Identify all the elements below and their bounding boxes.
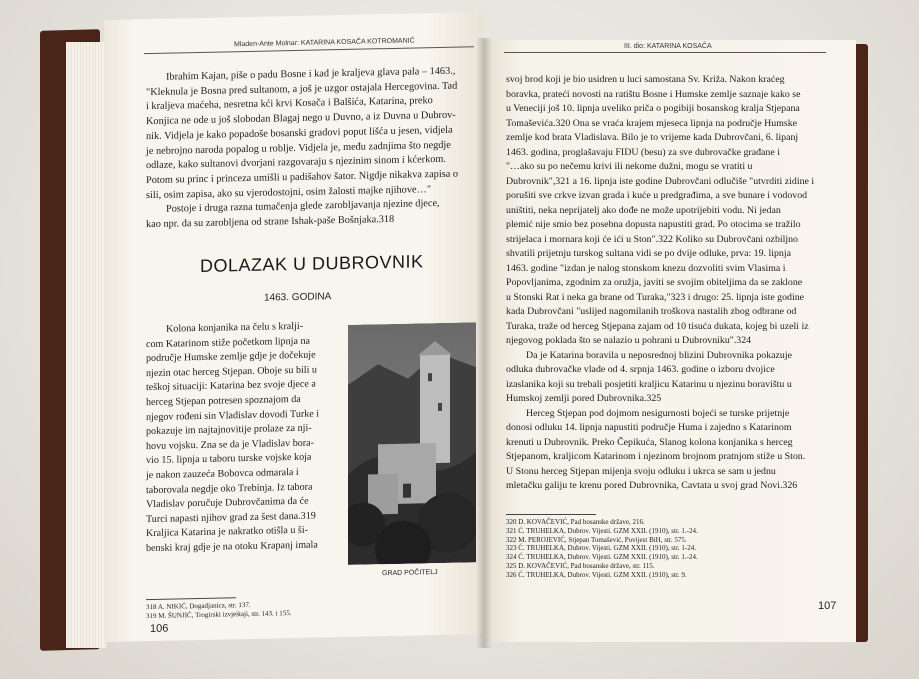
text-line: njegovog poklada što se nalazio u pohrani u Dubrovniku".324 — [506, 335, 752, 346]
text-line: Kolona konjanika na čelu s kralji- — [166, 320, 304, 335]
text-line: Vladislav poručuje Dubrovčanima da će — [146, 495, 309, 511]
text-line: odlaze, kako sultanovi dvorjani razgovaraju s njezinim sinom i kćerkom. — [146, 154, 446, 172]
text-line: pokazuje im najtajnovitije prolaze za nji- — [146, 422, 312, 438]
text-line: donosi odluku 14. lipnja napustiti područje Huma i zajedno s Katarinom — [506, 422, 792, 433]
left-header-rule — [144, 46, 474, 54]
text-line: mletačku galiju te krenu pored Dubrovnika, Cavtata u svoj grad Novi.326 — [506, 480, 798, 491]
right-page-header: III. dio: KATARINA KOSAČA — [624, 43, 712, 50]
footnote: 325 D. KOVAČEVIĆ, Pad bosanske države, str. 115. — [506, 561, 655, 570]
text-line: Dubrovnik",321 a 16. lipnja iste godine Dubrovčani odlučiše "utvrditi zidine i — [506, 175, 815, 187]
text-line: krenuti u Dubrovnik. Preko Čepikuća, Slanog kolona konjanika s herceg — [506, 436, 793, 448]
text-line: kada Dubrovčani "uslijed nagomilanih troškova nastalih zbog odbrane od — [506, 306, 797, 317]
footnote-rule-left — [146, 597, 236, 600]
right-header-rule — [504, 52, 826, 53]
text-line: 1463. godina, proglašavaju FIDU (besu) za sve dubrovačke građane i — [506, 146, 780, 158]
page-edges — [66, 42, 106, 648]
chapter-subheading: 1463. GODINA — [264, 291, 332, 304]
footnote: 321 Ć. TRUHELKA, Dubrov. Vijesti. GZM XXII. (1910), str. 1.-24. — [506, 526, 698, 535]
text-line: u Veneciji još 10. lipnja uveliko priča o pogibiji bosanskog kralja Stjepana — [506, 103, 800, 114]
text-line: odluka dubrovačke vlade od 4. srpnja 1463. godine o izboru dvojice — [506, 364, 775, 375]
page-number-right: 107 — [818, 600, 837, 612]
text-line: izaslanika koji su trebali posjetiti kraljicu Katarinu u njezinu boravištu u — [506, 378, 792, 390]
text-line: boravka, prateći novosti na ratištu Bosne i Humske zemlje saznaje kako se — [506, 88, 801, 100]
text-line: je nebrojno naroda popalog u roblje. Vidjela je, među zadnjima što negdje — [146, 139, 451, 157]
text-line: područje Humske zemlje gdje je dočekuje — [146, 349, 316, 365]
footnote: 322 M. PEROJEVIĆ, Stjepan Tomašević, Povijest BiH, str. 575. — [506, 535, 687, 544]
text-line: "Kleknula je Bosna pred sultanom, a još je uzgor ostajala Hercegovina. Tad — [146, 80, 458, 98]
footnotes-left — [146, 600, 291, 621]
text-line: kao npr. da su zarobljena od strane Ishak-paše Bošnjaka.318 — [146, 213, 395, 231]
text-line: porušiti sve crkve izvan grada i kuće u predgrađima, a sve bunare i vodovod — [506, 190, 808, 201]
page-number-left: 106 — [150, 622, 169, 636]
text-line: shvatili prijetnju turskog sultana vidi se po dvije odluke, prva: 19. lipnja — [506, 248, 791, 259]
text-line: "…ako su po nečemu krivi ili nekome dužni, mogu se vratiti u — [506, 161, 753, 172]
text-line: benski kraj gdje je na otoku Krapanj imala — [146, 539, 318, 555]
text-line: u Stonski Rat i neka ga brane od Turaka,"323 i drugo: 25. lipnja iste godine — [506, 291, 805, 303]
text-line: Ibrahim Kajan, piše o padu Bosne i kad je kraljeva glava pala – 1463., — [166, 65, 456, 83]
castle-photo-image — [348, 322, 476, 565]
text-line: i kraljeva maćeha, nesretna kći krvi Kosača i Balšića, Katarina, preko — [146, 95, 433, 113]
left-page-header: Mladen-Ante Molnar: KATARINA KOSAČA KOTROMANIĆ — [234, 37, 415, 49]
right-page — [484, 40, 856, 642]
text-line: njegov rođeni sin Vladislav dovodi Turke i — [146, 408, 320, 423]
text-line: Postoje i druga razna tumačenja glede zarobljavanja njezine djece, — [166, 198, 440, 216]
text-line: herceg Stjepan potresen spoznajom da — [146, 393, 301, 409]
chapter-heading: DOLAZAK U DUBROVNIK — [200, 251, 424, 276]
book-gutter-shadow — [476, 38, 492, 648]
text-line: U Stonu herceg Stjepan mijenja svoju odluku i ukrca se sam u jednu — [506, 465, 776, 477]
text-line: njezin otac herceg Stjepan. Oboje su bili u — [146, 364, 317, 379]
text-line: Tomaševića.320 Ona se vraća krajem mjeseca lipnja na područje Humske — [506, 117, 798, 129]
text-line: Humskoj zemlji pored Dubrovnika.325 — [506, 393, 662, 404]
text-line: zemlje kod brata Vladislava. Bilo je to vrijeme kada Dubrovčani, 6. lipanj — [506, 132, 799, 143]
body-text-right — [506, 73, 826, 494]
text-line: nik. Vidjela je kako popadoše bosanski gradovi poput lišća u jesen, vidjela — [146, 124, 453, 142]
intro-text — [146, 64, 476, 233]
footnote-rule-right — [506, 514, 596, 515]
photo-caption: GRAD POČITELJ — [382, 569, 438, 578]
text-line: vio 15. lipnja u taboru turske vojske koja — [146, 451, 312, 467]
footnote: 320 D. KOVAČEVIĆ, Pad bosanske države, 216. — [506, 518, 645, 526]
text-line: Da je Katarina boravila u neposrednoj blizini Dubrovnika pokazuje — [526, 349, 792, 361]
text-line: uništiti, neka neprijatelj ako dođe ne može upotrijebiti vodu. Ni jedan — [506, 204, 781, 216]
text-line: Kraljica Katarina je nakratko otišla u ši- — [146, 525, 308, 540]
text-line: 1463. godine "izdan je nalog stonskom knezu dozvoliti svim Vlasima i — [506, 262, 786, 274]
text-line: sili, osim zapisa, ako su vjerodostojni, osim žalosti majke njihove…" — [146, 183, 432, 201]
text-line: com Katarinom stiže početkom lipnja na — [146, 335, 310, 350]
text-line: je nakon zauzeća Bobovca odmarala i — [146, 466, 299, 482]
text-line: Konjica ne ode u još slobodan Blagaj nego u Duvno, a iz Duvna u Dubrov- — [146, 109, 456, 128]
text-line: plemić nije smio bez posebna dopusta napustiti grad. Po otocima se tražilo — [506, 219, 801, 230]
text-line: Herceg Stjepan pod dojmom nesigurnosti bojeći se turske prijetnje — [526, 407, 790, 419]
castle-photo — [348, 322, 476, 565]
footnotes-right — [506, 518, 698, 580]
text-line: Stjepanom, kraljicom Katarinom i njezinom brojnom pratnjom stiže u Ston. — [506, 451, 806, 462]
footnote: 318 A. NIKIĆ, Dogadjanica, str. 137. — [146, 600, 251, 612]
text-line: Turci napasti njihov grad za šest dana.319 — [146, 510, 316, 525]
text-line: hovu vojsku. Zna se da je Vladislav bora- — [146, 437, 315, 452]
footnote: 319 M. ŠUNJIĆ, Trogirski izvještaji, str. 143. i 155. — [146, 608, 292, 620]
text-line: teškoj situaciji: Katarina bez svoje djece a — [146, 378, 316, 394]
footnote: 323 Ć. TRUHELKA, Dubrov. Vijesti. GZM XXII. (1910), str. 1-24. — [506, 544, 696, 553]
footnote: 324 Ć. TRUHELKA, Dubrov. Vijesti. GZM XXII. (1910), str. 1.-24. — [506, 553, 698, 562]
text-line: Popovljanima, zgodnim za oružja, javiti se svojim obiteljima da se zaklone — [506, 277, 803, 288]
text-line: Potom su princ i princeza umišli u padišahov šator. Nigdje nikakva zapisa o — [146, 168, 458, 187]
text-line: Turaka, traže od herceg Stjepana zajam od 10 tisuća dukata, kojeg bi uzeli iz — [506, 320, 809, 332]
text-line: svoj brod koji je bio usidren u luci samostana Sv. Križa. Nakon kraćeg — [506, 74, 785, 85]
text-line: taborovala negdje oko Trebinja. Iz tabora — [146, 481, 313, 496]
footnote: 326 Ć. TRUHELKA, Dubrov. Vijesti. GZM XXII. (1910), str. 9. — [506, 570, 687, 579]
text-line: strijelaca i mornara koji će ići u Ston".322 Koliko su Dubrovčani ozbiljno — [506, 233, 798, 245]
left-page — [104, 12, 484, 642]
body-text-left — [146, 319, 336, 556]
